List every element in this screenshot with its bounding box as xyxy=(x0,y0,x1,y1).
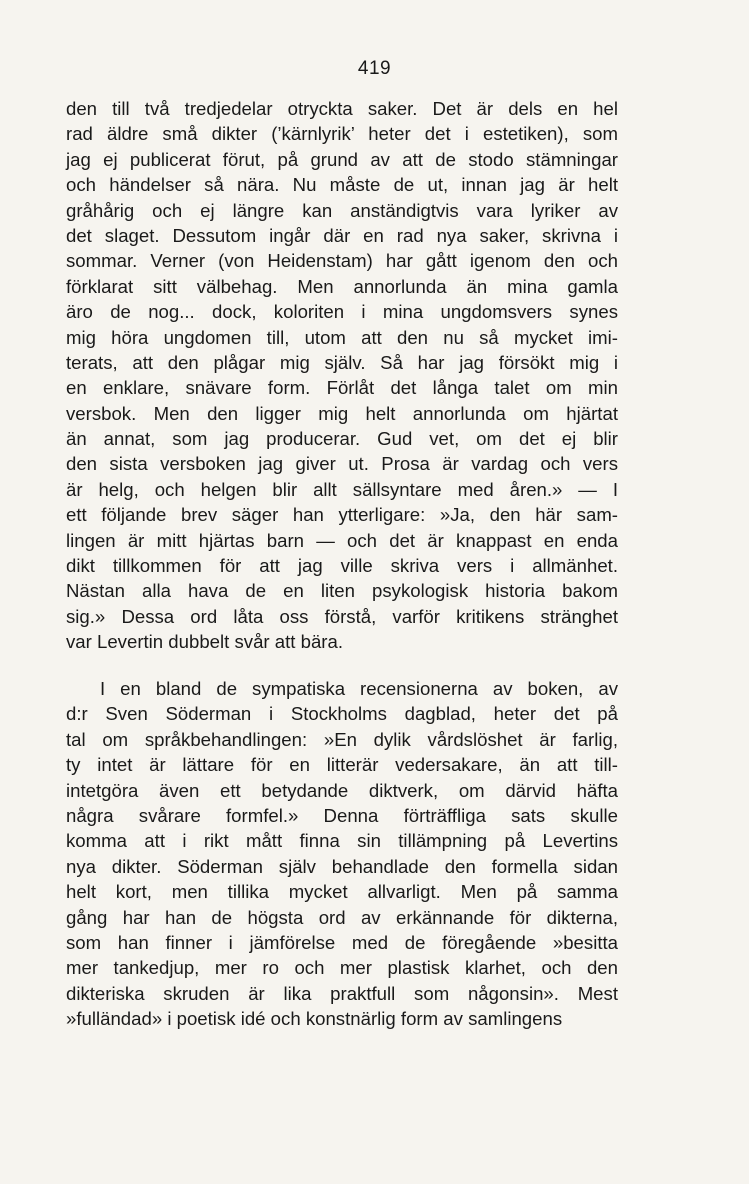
text-line: mer tankedjup, mer ro och mer plastisk klarhet, och den xyxy=(66,957,618,979)
text-line: några svårare formfel.» Denna förträffliga sats skulle xyxy=(66,804,618,826)
text-line: som han finner i jämförelse med de föregående »besitta xyxy=(66,931,618,953)
text-line: dikt tillkommen för att jag ville skriva vers i allmänhet. xyxy=(66,555,618,577)
text-line: d:r Sven Söderman i Stockholms dagblad, heter det på xyxy=(66,703,618,725)
text-line: tal om språkbehandlingen: »En dylik vårdslöshet är farlig, xyxy=(66,728,618,750)
text-line: och händelser så nära. Nu måste de ut, innan jag är helt xyxy=(66,174,618,196)
paragraph-2 xyxy=(66,676,618,1031)
text-line: nya dikter. Söderman själv behandlade den formella sidan xyxy=(66,855,618,877)
text-line: är helg, och helgen blir allt sällsyntare med åren.» — I xyxy=(66,478,618,500)
text-line: lingen är mitt hjärtas barn — och det är knappast en enda xyxy=(66,529,618,551)
text-line: versbok. Men den ligger mig helt annorlunda om hjärtat xyxy=(66,402,618,424)
text-line: sig.» Dessa ord låta oss förstå, varför kritikens stränghet xyxy=(66,605,618,627)
text-line: det slaget. Dessutom ingår där en rad nya saker, skrivna i xyxy=(66,224,618,246)
text-line: terats, att den plågar mig själv. Så har jag försökt mig i xyxy=(66,351,618,373)
text-line: rad äldre små dikter (’kärnlyrik’ heter det i estetiken), som xyxy=(66,123,618,145)
text-line: äro de nog... dock, koloriten i mina ungdomsvers synes xyxy=(66,301,618,323)
text-line: än annat, som jag producerar. Gud vet, om det ej blir xyxy=(66,428,618,450)
text-line: jag ej publicerat förut, på grund av att de stodo stämningar xyxy=(66,148,618,170)
text-line: mig höra ungdomen till, utom att den nu så mycket imi- xyxy=(66,326,618,348)
text-line: den till två tredjedelar otryckta saker. Det är dels en hel xyxy=(66,98,618,119)
text-line: sommar. Verner (von Heidenstam) har gått igenom den och xyxy=(66,250,618,272)
page-number: 419 xyxy=(357,58,392,79)
text-line: gång har han de högsta ord av erkännande för dikterna, xyxy=(66,906,618,928)
text-line: dikteriska skruden är lika praktfull som någonsin». Mest xyxy=(66,982,618,1004)
text-line: »fulländad» i poetisk idé och konstnärlig form av samlingens xyxy=(66,1008,563,1030)
text-line: Nästan alla hava de en liten psykologisk historia bakom xyxy=(66,580,618,602)
text-line: var Levertin dubbelt svår att bära. xyxy=(66,631,343,653)
text-line: den sista versboken jag giver ut. Prosa är vardag och vers xyxy=(66,453,618,475)
text-line: intetgöra även ett betydande diktverk, om därvid häfta xyxy=(66,779,618,801)
text-line: I en bland de sympatiska recensionerna av boken, av xyxy=(100,678,618,699)
text-line: förklarat sitt välbehag. Men annorlunda än mina gamla xyxy=(66,275,618,297)
text-line: helt kort, men tillika mycket allvarligt. Men på samma xyxy=(66,881,618,903)
text-line: gråhårig och ej längre kan anständigtvis vara lyriker av xyxy=(66,199,618,221)
paragraph-1 xyxy=(66,96,618,655)
text-line: en enklare, snävare form. Förlåt det långa talet om min xyxy=(66,377,618,399)
text-line: komma att i rikt mått finna sin tillämpning på Levertins xyxy=(66,830,618,852)
text-line: ett följande brev säger han ytterligare: »Ja, den här sam- xyxy=(66,504,618,526)
text-line: ty intet är lättare för en litterär vedersakare, än att till- xyxy=(66,754,618,776)
